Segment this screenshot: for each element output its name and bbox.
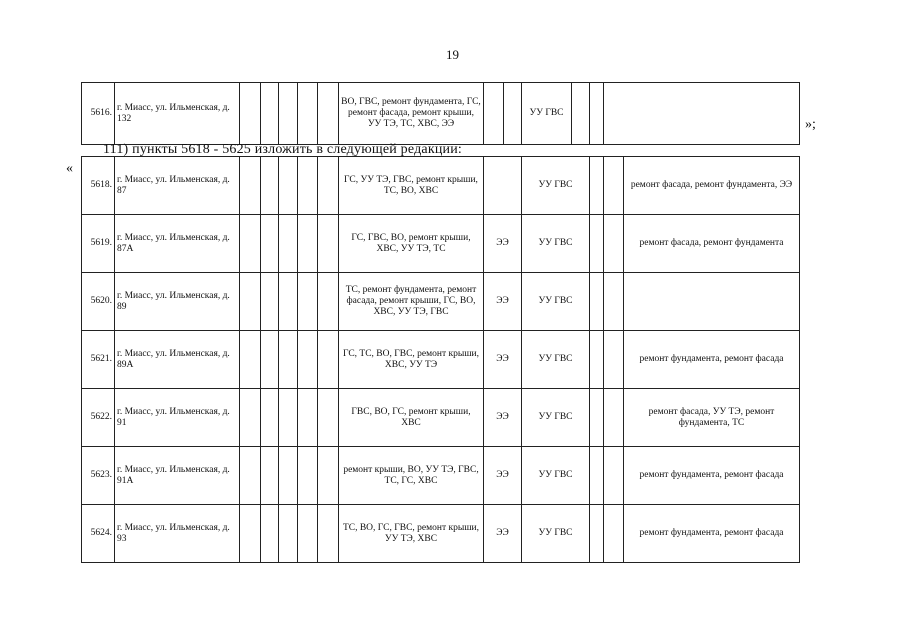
row-number: 5618. — [82, 157, 115, 215]
empty-cell — [590, 331, 604, 389]
meter-cell: УУ ГВС — [522, 83, 572, 145]
empty-cell — [604, 331, 624, 389]
empty-cell — [279, 447, 298, 505]
extra-works-cell: ремонт фундамента, ремонт фасада — [624, 331, 800, 389]
table-row — [82, 83, 800, 145]
empty-cell — [261, 83, 279, 145]
row-number: 5619. — [82, 215, 115, 273]
empty-cell — [279, 83, 298, 145]
works-cell: ГС, ГВС, ВО, ремонт крыши, ХВС, УУ ТЭ, ТС — [339, 215, 484, 273]
energy-cell — [484, 83, 504, 145]
empty-cell — [279, 505, 298, 563]
address-cell: г. Миасс, ул. Ильменская, д. 91 — [115, 389, 240, 447]
empty-cell — [261, 215, 279, 273]
energy-cell: ЭЭ — [484, 389, 522, 447]
address-cell: г. Миасс, ул. Ильменская, д. 87А — [115, 215, 240, 273]
energy-cell: ЭЭ — [484, 505, 522, 563]
empty-cell — [261, 447, 279, 505]
meter-cell: УУ ГВС — [522, 447, 590, 505]
extra-works-cell — [624, 273, 800, 331]
empty-cell — [298, 389, 318, 447]
empty-cell — [279, 157, 298, 215]
empty-cell — [604, 157, 624, 215]
table-row — [82, 215, 800, 273]
empty-cell — [604, 215, 624, 273]
closing-quote: »; — [805, 117, 816, 132]
works-cell: ВО, ГВС, ремонт фундамента, ГС, ремонт фасада, ремонт крыши, УУ ТЭ, ТС, ХВС, ЭЭ — [339, 83, 484, 145]
empty-cell — [572, 83, 590, 145]
main-table — [81, 156, 800, 563]
table-row — [82, 389, 800, 447]
empty-cell — [261, 273, 279, 331]
empty-cell — [604, 505, 624, 563]
energy-cell: ЭЭ — [484, 447, 522, 505]
empty-cell — [318, 447, 339, 505]
row-number: 5621. — [82, 331, 115, 389]
works-cell: ГС, ТС, ВО, ГВС, ремонт крыши, ХВС, УУ ТЭ — [339, 331, 484, 389]
address-cell: г. Миасс, ул. Ильменская, д. 93 — [115, 505, 240, 563]
empty-cell — [240, 447, 261, 505]
empty-cell — [261, 505, 279, 563]
empty-cell — [240, 157, 261, 215]
row-number: 5624. — [82, 505, 115, 563]
row-number: 5620. — [82, 273, 115, 331]
address-cell: г. Миасс, ул. Ильменская, д. 89А — [115, 331, 240, 389]
table-row — [82, 505, 800, 563]
extra-works-cell: ремонт фасада, ремонт фундамента, ЭЭ — [624, 157, 800, 215]
empty-cell — [240, 215, 261, 273]
works-cell: ремонт крыши, ВО, УУ ТЭ, ГВС, ТС, ГС, ХВС — [339, 447, 484, 505]
empty-cell — [604, 389, 624, 447]
extra-works-cell: ремонт фасада, ремонт фундамента — [624, 215, 800, 273]
extra-works-cell — [604, 83, 800, 145]
energy-cell: ЭЭ — [484, 215, 522, 273]
empty-cell — [318, 83, 339, 145]
empty-cell — [590, 273, 604, 331]
extra-works-cell: ремонт фасада, УУ ТЭ, ремонт фундамента, ТС — [624, 389, 800, 447]
empty-cell — [604, 273, 624, 331]
empty-cell — [279, 215, 298, 273]
empty-cell — [318, 215, 339, 273]
amendment-heading: 111) пункты 5618 - 5625 изложить в следующей редакции: — [103, 142, 462, 157]
works-cell: ТС, ремонт фундамента, ремонт фасада, ремонт крыши, ГС, ВО, ХВС, УУ ТЭ, ГВС — [339, 273, 484, 331]
table-row — [82, 157, 800, 215]
meter-cell: УУ ГВС — [522, 215, 590, 273]
table-row — [82, 447, 800, 505]
row-number: 5623. — [82, 447, 115, 505]
energy-cell — [484, 157, 522, 215]
empty-cell — [318, 331, 339, 389]
empty-cell — [261, 157, 279, 215]
empty-cell — [240, 505, 261, 563]
row-number: 5616. — [82, 83, 115, 145]
page-number: 19 — [446, 47, 459, 62]
meter-cell: УУ ГВС — [522, 389, 590, 447]
empty-cell — [590, 505, 604, 563]
empty-cell — [298, 447, 318, 505]
empty-cell — [261, 389, 279, 447]
empty-cell — [261, 331, 279, 389]
opening-quote: « — [66, 161, 73, 176]
empty-cell — [298, 505, 318, 563]
energy-cell: ЭЭ — [484, 331, 522, 389]
address-cell: г. Миасс, ул. Ильменская, д. 87 — [115, 157, 240, 215]
works-cell: ГВС, ВО, ГС, ремонт крыши, ХВС — [339, 389, 484, 447]
energy-cell: ЭЭ — [484, 273, 522, 331]
table-row — [82, 331, 800, 389]
address-cell: г. Миасс, ул. Ильменская, д. 89 — [115, 273, 240, 331]
empty-cell — [240, 331, 261, 389]
meter-cell: УУ ГВС — [522, 331, 590, 389]
empty-cell — [318, 157, 339, 215]
empty-cell — [604, 447, 624, 505]
empty-cell — [240, 389, 261, 447]
address-cell: г. Миасс, ул. Ильменская, д. 91А — [115, 447, 240, 505]
empty-cell — [504, 83, 522, 145]
extra-works-cell: ремонт фундамента, ремонт фасада — [624, 447, 800, 505]
empty-cell — [590, 447, 604, 505]
empty-cell — [298, 83, 318, 145]
empty-cell — [298, 331, 318, 389]
meter-cell: УУ ГВС — [522, 505, 590, 563]
meter-cell: УУ ГВС — [522, 273, 590, 331]
empty-cell — [590, 215, 604, 273]
empty-cell — [298, 215, 318, 273]
meter-cell: УУ ГВС — [522, 157, 590, 215]
empty-cell — [279, 273, 298, 331]
empty-cell — [279, 389, 298, 447]
works-cell: ТС, ВО, ГС, ГВС, ремонт крыши, УУ ТЭ, ХВС — [339, 505, 484, 563]
empty-cell — [318, 273, 339, 331]
empty-cell — [298, 273, 318, 331]
empty-cell — [590, 83, 604, 145]
empty-cell — [240, 273, 261, 331]
empty-cell — [279, 331, 298, 389]
empty-cell — [318, 505, 339, 563]
works-cell: ГС, УУ ТЭ, ГВС, ремонт крыши, ТС, ВО, ХВС — [339, 157, 484, 215]
top-table — [81, 82, 800, 145]
extra-works-cell: ремонт фундамента, ремонт фасада — [624, 505, 800, 563]
empty-cell — [318, 389, 339, 447]
empty-cell — [298, 157, 318, 215]
empty-cell — [590, 389, 604, 447]
address-cell: г. Миасс, ул. Ильменская, д. 132 — [115, 83, 240, 145]
empty-cell — [240, 83, 261, 145]
row-number: 5622. — [82, 389, 115, 447]
empty-cell — [590, 157, 604, 215]
table-row — [82, 273, 800, 331]
